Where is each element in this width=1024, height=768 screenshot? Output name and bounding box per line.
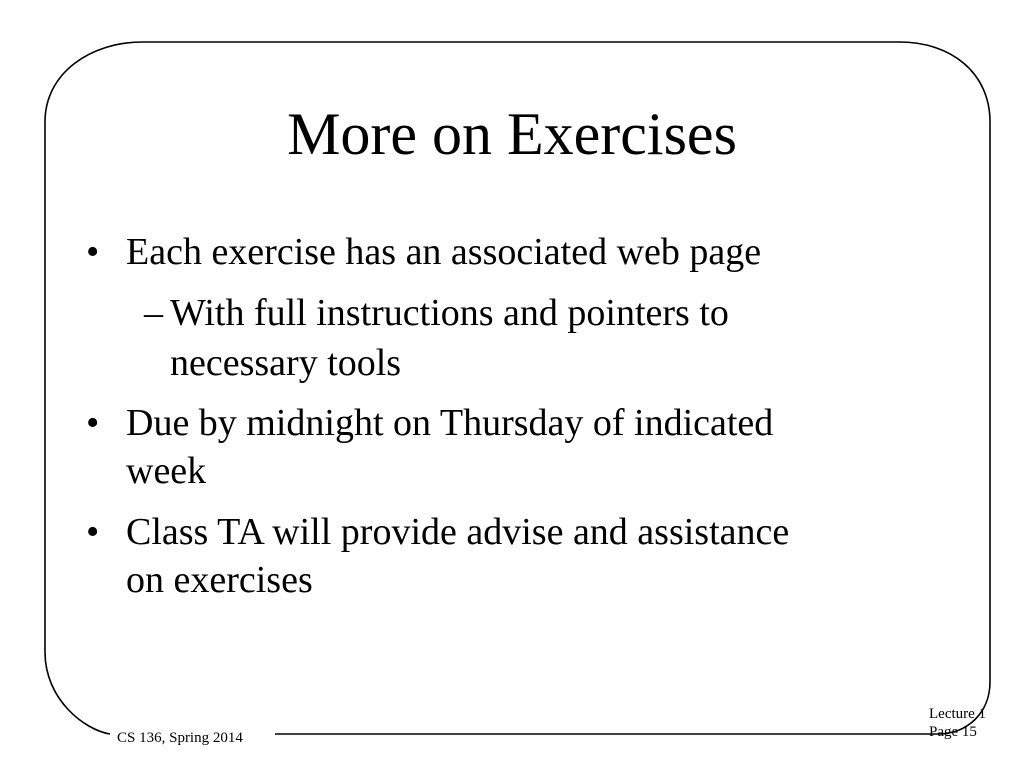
bullet-text-continued: on exercises bbox=[126, 559, 313, 601]
footer-lecture: Lecture 1 bbox=[929, 706, 987, 722]
bullet-text: Due by midnight on Thursday of indicated bbox=[126, 402, 774, 444]
footer-page-info bbox=[929, 705, 986, 741]
footer-page-number: Page 15 bbox=[929, 724, 977, 740]
bullet-marker: • bbox=[86, 231, 100, 273]
bullet-text: Each exercise has an associated web page bbox=[126, 231, 762, 273]
sub-bullet-text-continued: necessary tools bbox=[170, 342, 402, 384]
bullet-marker: • bbox=[86, 511, 100, 553]
bullet-marker: • bbox=[86, 402, 100, 444]
bullet-text-continued: week bbox=[126, 450, 207, 492]
sub-bullet-marker: – bbox=[144, 292, 163, 334]
sub-bullet-text: With full instructions and pointers to bbox=[170, 292, 729, 334]
slide-title: More on Exercises bbox=[287, 101, 737, 167]
footer-course: CS 136, Spring 2014 bbox=[117, 730, 243, 746]
bullet-text: Class TA will provide advise and assistance bbox=[126, 511, 790, 553]
